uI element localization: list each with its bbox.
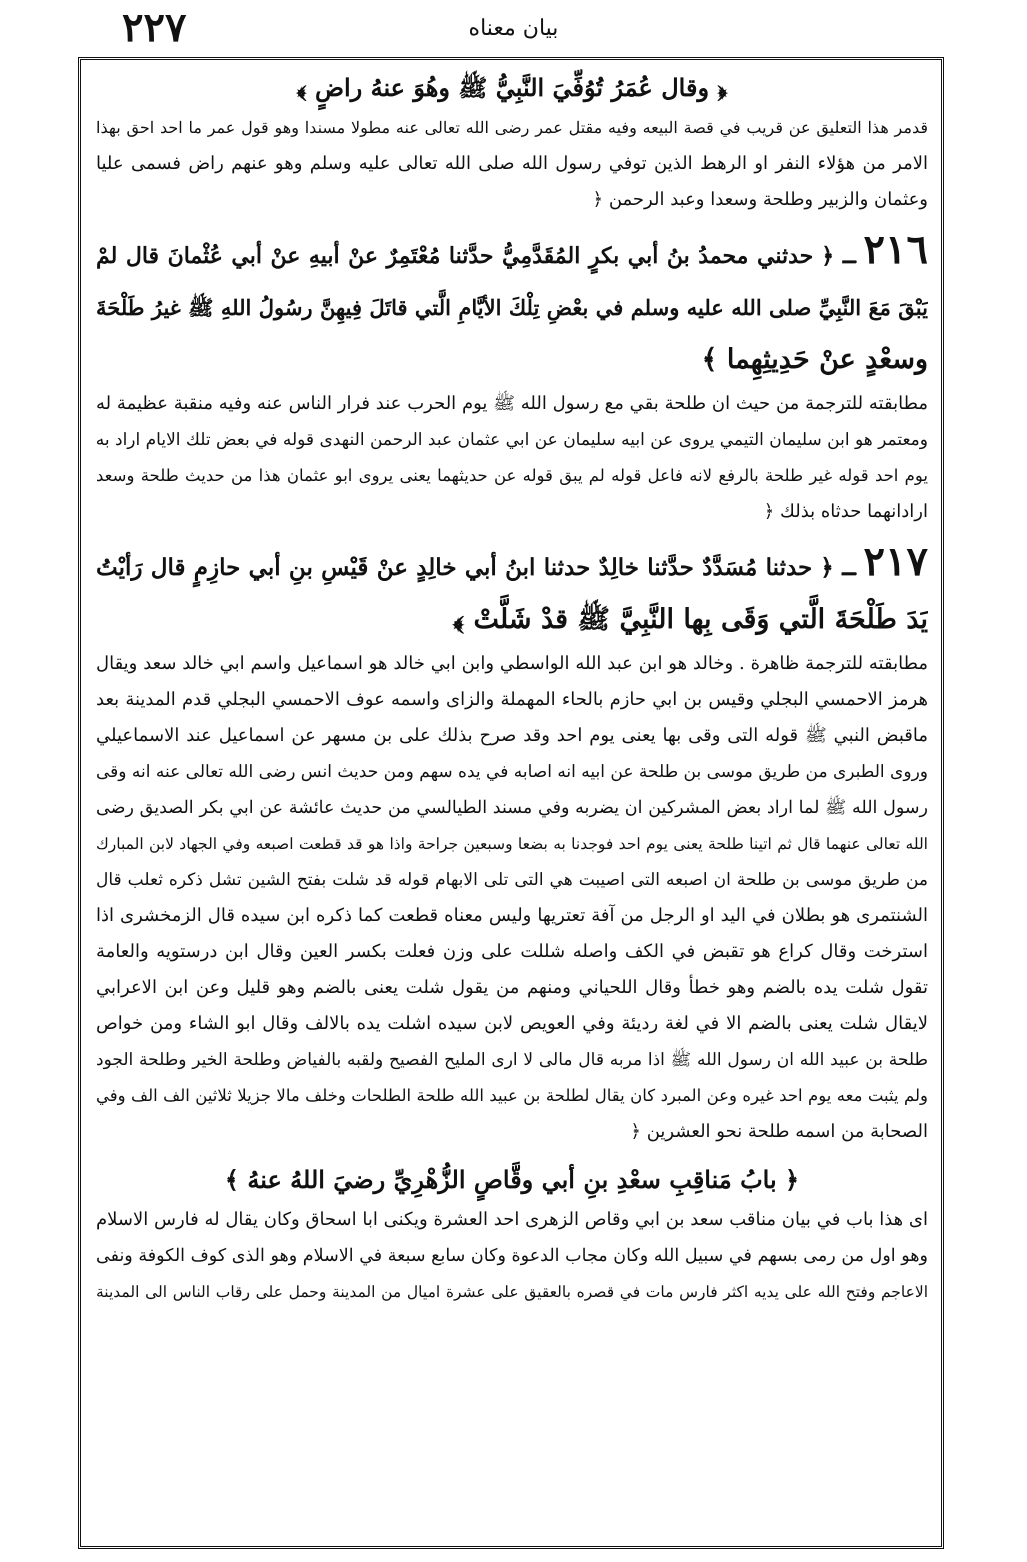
commentary-line: الصحابة من اسمه طلحة نحو العشرين ﴿	[630, 1121, 928, 1142]
commentary-line: الله تعالى عنهما قال ثم اتينا طلحة يعنى يوم احد فوجدنا به بضعا وسبعين جراحة واذا هو قد قطعت اصبعه وفي الجهاد لابن المبارك	[96, 835, 928, 853]
commentary-line: رسول الله ﷺ لما اراد بعض المشركين ان يضربه وفي مسند الطيالسي من حديث عائشة عن ابي بكر الصديق رضى	[96, 798, 928, 818]
commentary-line: ماقبض النبي ﷺ قوله التى وقى بها يعنى يوم احد وقد صرح بذلك على بن مسهر عن اسماعيل عند الاسماعيلي	[96, 725, 928, 746]
hadith-block	[96, 224, 928, 386]
commentary-line: استرخت وقال كراع هو تقبض في الكف واصله شللت على وزن فعلت بكسر العين وقال ابن درستويه والعامة	[96, 941, 928, 962]
commentary-line: ومعتمر هو ابن سليمان التيمي يروى عن ابيه سليمان عن ابي عثمان عبد الرحمن النهدى قوله في بعض تلك الايام اراد به	[96, 430, 928, 450]
commentary-line: ارادانهما حدثاه بذلك ﴿	[763, 501, 928, 522]
hadith-number: ٢١٦	[863, 226, 928, 273]
page-content	[96, 64, 928, 1310]
commentary-block	[96, 110, 928, 218]
commentary-line: قدمر هذا التعليق عن قريب في قصة البيعه وفيه مقتل عمر رضى الله تعالى عنه مطولا مسندا وهو قول عمر ما احد احق بهذا	[96, 118, 928, 137]
running-head: بيان معناه	[468, 16, 559, 41]
commentary-line: وروى الطبرى من طريق موسى بن طلحة عن ابيه انه اصابه في يده سهم ومن حديث انس رضى الله تعالى عنه انه وقى	[96, 762, 928, 782]
hadith-line: حدثني محمدُ بنُ أبي بكرٍ المُقَدَّمِيُّ حدَّثنا مُعْتَمِرٌ عنْ أبيهِ عنْ أبي عُثْمانَ قال لمْ	[96, 243, 814, 269]
chapter-heading: ﴿ بابُ مَناقِبِ سعْدِ بنِ أبي وقَّاصٍ الزُّهْرِيِّ رضيَ اللهُ عنهُ ﴾	[224, 1165, 800, 1194]
commentary-line: وهو اول من رمى بسهم في سبيل الله وكان مجاب الدعوة وكان سابع سبعة في الاسلام وهو الذى كوف الكوفة ونفى	[96, 1246, 928, 1266]
commentary-line: وعثمان والزبير وطلحة وسعدا وعبد الرحمن ﴿	[592, 189, 928, 210]
commentary-line: اى هذا باب في بيان مناقب سعد بن ابي وقاص الزهرى احد العشرة ويكنى ابا اسحاق وكان يقال له فارس الاسلام	[96, 1209, 928, 1230]
commentary-line: يوم احد قوله غير طلحة بالرفع لانه فاعل قوله لم يبق قوله عن حديثهما يعنى يروى ابو عثمان هذا من حديث طلحة وسعد	[96, 466, 928, 485]
commentary-line: مطابقته للترجمة ظاهرة . وخالد هو ابن عبد الله الواسطي وابن ابي خالد هو اسماعيل واسم ابي خالد سعد ويقال	[96, 653, 928, 674]
commentary-line: الشنتمرى هو بطلان في اليد او الرجل من آفة تعتريها وليس معناه قطعت كما ذكره ابن سيده قال الزمخشرى اذا	[96, 905, 928, 926]
hadith-line: حدثنا مُسَدَّدٌ حدَّثنا خالِدٌ حدثنا ابنُ أبي خالِدٍ عنْ قَيْسِ بنِ أبي حازِمٍ قال رَأيْتُ	[96, 554, 813, 581]
commentary-block	[96, 386, 928, 530]
commentary-line: مطابقته للترجمة من حيث ان طلحة بقي مع رسول الله ﷺ يوم الحرب عند فرار الناس عنه وفيه منقبة عظيمة له	[96, 393, 928, 414]
commentary-line: الامر من هؤلاء النفر او الرهط الذين توفي رسول الله صلى الله تعالى عليه وسلم وهو عنهم راض فسمى عليا	[96, 153, 928, 174]
commentary-line: من طريق موسى بن طلحة ان اصبعه التى اصيبت هي التى تلى الابهام قوله قد شلت بفتح الشين تشل ذكره ثعلب قال	[96, 870, 928, 890]
hadith-marker: ـ ﴿	[820, 554, 856, 581]
commentary-line: تقول شلت يده بالضم وهو خطأ وقال اللحياني ومنهم من يقول شلت يعنى بالضم وهو قليل وعن ابن الاعرابي	[96, 977, 928, 998]
page-number: ٢٢٧	[122, 4, 187, 51]
commentary-line: الاعاجم وفتح الله على يديه اكثر فارس مات في قصره بالعقيق على عشرة اميال من المدينة وحمل على رقاب الناس الى المدينة	[96, 1283, 928, 1301]
commentary-block	[96, 1202, 928, 1310]
hadith-marker: ـ ﴿	[821, 243, 856, 269]
commentary-line: طلحة بن عبيد الله ان رسول الله ﷺ اذا مربه قال مالى لا ارى المليح الفصيح ولقبه بالفياض وطلحة الخير وطلحة الجود	[96, 1050, 928, 1070]
commentary-line: هرمز الاحمسي البجلي وقيس بن ابي حازم بالحاء المهملة والزاى واسمه عوف الاحمسي البجلي قدم المدينة بعد	[96, 689, 928, 710]
commentary-line: لايقال شلت يعنى بالضم الا في لغة رديئة وفي العويص لابن سيده اشلت يده بالالف وقال ابو الشاء ومن خواص	[96, 1013, 928, 1034]
hadith-line: يَدَ طَلْحَةَ الَّتي وَقَى بِها النَّبِيَّ ﷺ قدْ شَلَّتْ ﴾	[452, 604, 928, 635]
hadith-line: يَبْقَ مَعَ النَّبِيِّ صلى الله عليه وسلم في بعْضِ تِلْكَ الأيَّامِ الَّتي قاتَلَ فِيهِنَّ رسُولُ اللهِ ﷺ غيرُ طَلْحَةَ	[96, 295, 928, 320]
commentary-line: ولم يثبت معه يوم احد غيره وعن المبرد كان يقال لطلحة بن عبيد الله طلحة الطلحات وخلف مالا جزيلا ثلاثين الف الف وفي	[96, 1086, 928, 1105]
commentary-block	[96, 646, 928, 1150]
hadith-line: وسعْدٍ عنْ حَدِيثِهِما ﴾	[701, 344, 928, 375]
hadith-number: ٢١٧	[863, 538, 928, 585]
hadith-block	[96, 536, 928, 646]
chapter-heading: ﴿ وقال عُمَرُ تُوُفِّيَ النَّبِيُّ ﷺ وهُوَ عنهُ راضٍ ﴾	[296, 73, 728, 102]
